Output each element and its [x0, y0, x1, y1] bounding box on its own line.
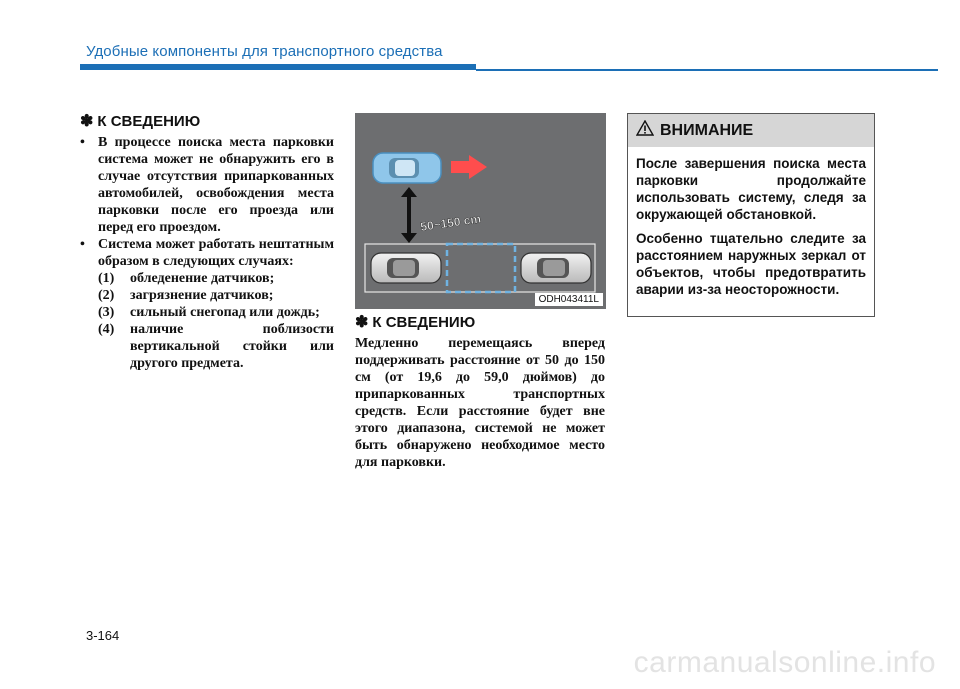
forward-arrow-icon — [451, 155, 487, 179]
warning-body — [628, 147, 874, 298]
bullet-dot: • — [80, 237, 85, 252]
page-number: 3-164 — [86, 628, 120, 643]
note-body-text: Медленно перемещаясь вперед поддерживать расстояние от 50 до 150 см (от 19,6 до 59,0 дюймов) до припаркованных транспортных средств. Если расстояние будет вне этого диапазона, системой не может быть обнаружено необходимое место для парковки. — [355, 336, 605, 470]
bullet-text: В процессе поиска места парковки система может не обнаружить его в случае отсутствия припаркованных автомобилей, освобождения места парковки после его проезда или перед его проездом. — [98, 135, 334, 235]
list-item — [80, 134, 334, 236]
item-text: сильный снегопад или дождь; — [130, 305, 320, 320]
note-heading-text: К СВЕДЕНИЮ — [372, 314, 476, 331]
page-header-title: Удобные компоненты для транспортного средства — [86, 43, 443, 60]
note-section-2 — [355, 314, 605, 471]
warning-header — [628, 114, 874, 147]
item-text: обледенение датчиков; — [130, 271, 275, 286]
item-text: загрязнение датчиков; — [130, 288, 274, 303]
parked-car-left-icon — [371, 253, 441, 283]
item-number: (2) — [98, 288, 115, 303]
distance-label: 50~150 cm — [419, 211, 482, 234]
star-icon: ✽ — [80, 112, 94, 130]
note-heading-text: К СВЕДЕНИЮ — [97, 113, 201, 130]
header-rule-thick — [80, 64, 476, 70]
empty-parking-spot — [447, 244, 515, 292]
star-icon: ✽ — [355, 313, 369, 331]
distance-arrow-icon — [401, 187, 417, 243]
item-number: (3) — [98, 305, 115, 320]
item-number: (4) — [98, 322, 115, 337]
warning-triangle-icon — [636, 120, 654, 141]
note-bullet-list — [80, 134, 334, 372]
bullet-text: Система может работать нештатным образом в следующих случаях: — [98, 237, 334, 269]
note-heading-1 — [80, 113, 334, 130]
parked-car-right-icon — [521, 253, 591, 283]
parking-diagram — [355, 113, 606, 309]
watermark: carmanualsonline.info — [633, 646, 936, 679]
moving-car-icon — [373, 153, 441, 183]
warning-paragraph: После завершения поиска места парковки продолжайте использовать систему, следя за окружающей обстановкой. — [636, 156, 866, 222]
note-section-1 — [80, 113, 334, 372]
parking-diagram-illustration — [355, 113, 606, 309]
condition-list — [98, 270, 334, 372]
list-item — [98, 321, 334, 372]
warning-heading-text: ВНИМАНИЕ — [660, 121, 754, 139]
warning-box — [627, 113, 875, 317]
item-text: наличие поблизости вертикальной стойки или другого предмета. — [130, 322, 334, 371]
bullet-dot: • — [80, 135, 85, 150]
note-heading-2 — [355, 314, 605, 331]
list-item — [98, 304, 334, 321]
header-rule-thin — [476, 69, 938, 71]
list-item — [98, 287, 334, 304]
warning-paragraph: Особенно тщательно следите за расстоянием наружных зеркал от объектов, чтобы предотвратить аварии из-за неосторожности. — [636, 231, 866, 297]
list-item — [80, 236, 334, 372]
figure-code: ODH043411L — [535, 293, 603, 306]
list-item — [98, 270, 334, 287]
item-number: (1) — [98, 271, 115, 286]
